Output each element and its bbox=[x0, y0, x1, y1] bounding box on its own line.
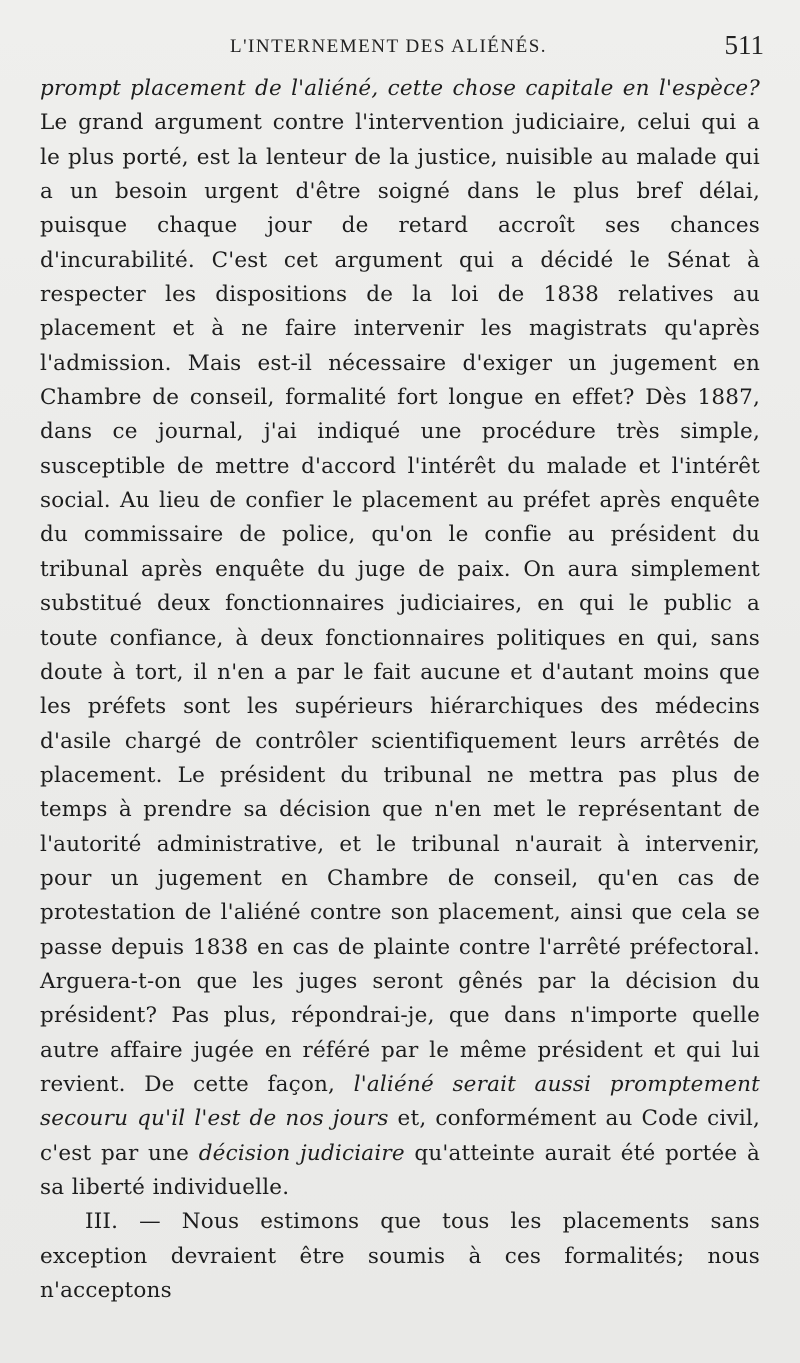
paragraph-main-text: Le grand argument contre l'intervention judiciaire, celui qui a le plus porté, est la lenteur de la justice, nuisible au malade qui a un besoin urgent d'être soigné dans le plus bref délai, puisque chaque jour de retard accroît ses chances d'incurabilité. C'est cet argument qui a décidé le Sénat à respecter les dispositions de la loi de 1838 relatives au placement et à ne faire intervenir les magistrats qu'après l'admission. Mais est-il nécessaire d'exiger un jugement en Chambre de conseil, formalité fort longue en effet? Dès 1887, dans ce journal, j'ai indiqué une procédure très simple, susceptible de mettre d'accord l'intérêt du malade et l'intérêt social. Au lieu de confier le placement au préfet après enquête du commissaire de police, qu'on le confie au président du tribunal après enquête du juge de paix. On aura simplement substitué deux fonctionnaires judiciaires, en qui le public a toute confiance, à deux fonctionnaires politiques en qui, sans doute à tort, il n'en a par le fait aucune et d'autant moins que les préfets sont les supérieurs hiérarchiques des médecins d'asile chargé de contrôler scientifiquement leurs arrêtés de placement. Le président du tribunal ne mettra pas plus de temps à prendre sa décision que n'en met le représentant de l'autorité administrative, et le tribunal n'aurait à intervenir, pour un jugement en Chambre de conseil, qu'en cas de protestation de l'aliéné contre son placement, ainsi que cela se passe depuis 1838 en cas de plainte contre l'arrêté préfectoral. Arguera-t-on que les juges seront gênés par la décision du président? Pas plus, répondrai-je, que dans n'importe quelle autre affaire jugée en référé par le même président et qui lui revient. De cette façon, bbox=[40, 110, 760, 1097]
italic-phrase-decision-judiciaire: décision judiciaire bbox=[198, 1140, 405, 1166]
paragraph-main bbox=[40, 72, 760, 1205]
paragraph-main-text-end: qu'atteinte aurait été portée à sa liberté individuelle. bbox=[40, 1140, 760, 1200]
paragraph-main-text-continued: et, conformément au Code civil, c'est par une bbox=[40, 1106, 761, 1166]
body-text bbox=[40, 72, 760, 1308]
running-head bbox=[0, 30, 800, 66]
paragraph-section-iii: III. — Nous estimons que tous les placements sans exception devraient être soumis à ces formalités; nous n'acceptons bbox=[40, 1209, 760, 1304]
page-number: 511 bbox=[724, 30, 764, 60]
running-title: L'INTERNEMENT DES ALIÉNÉS. bbox=[230, 36, 548, 57]
italic-phrase-prompt-placement: prompt placement de l'aliéné, cette chose capitale en l'espèce? bbox=[40, 76, 760, 101]
italic-phrase-aliene-secouru: l'aliéné serait aussi promptement secouru qu'il l'est de nos jours bbox=[40, 1071, 761, 1132]
